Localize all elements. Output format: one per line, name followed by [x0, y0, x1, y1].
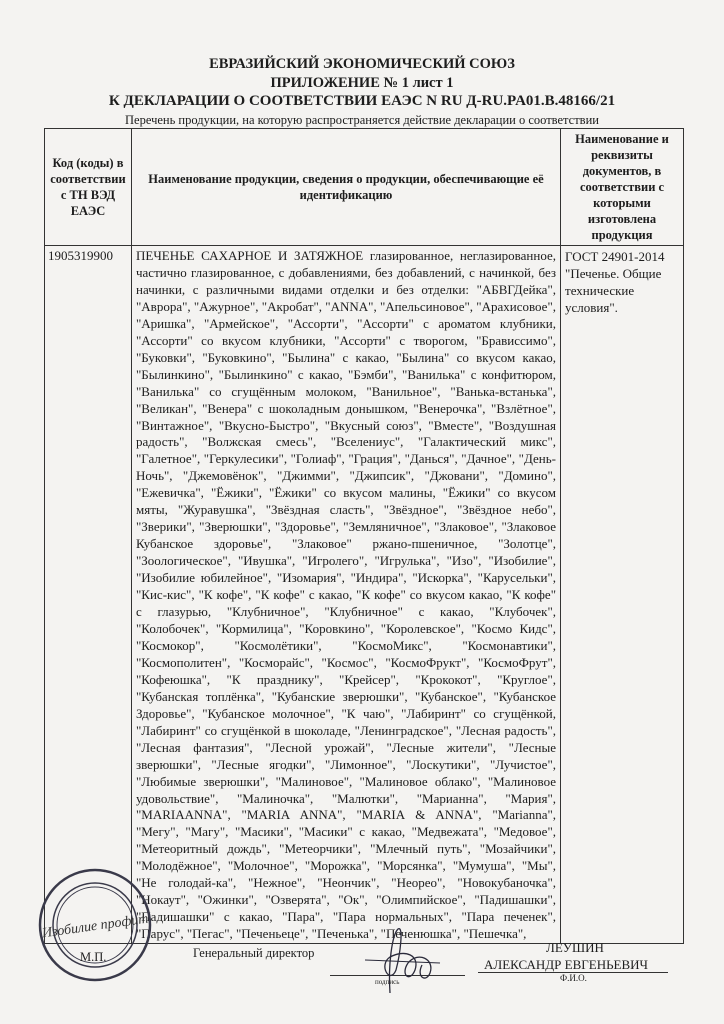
description-line: частично глазированное, с добавлениями, без добавлений, с начинкой, без [135, 264, 557, 280]
signer-surname: ЛЕУШИН [546, 940, 604, 955]
description-line: "Аврора", "Ажурное", "Акробат", "ANNA", "Апельсиновое", "Арахисовое", [135, 298, 557, 314]
description-line: "Метеоритный дождь", "Метеорчики", "Млечный путь", "Мозайчики", [135, 841, 557, 857]
description-line: "Былинкино", "Былинкино" с какао, "Бэмби", "Ванилька" с конфитюром, [135, 366, 557, 382]
signature [360, 925, 445, 995]
description-line: Ночь", "Джемовёнок", "Джимми", "Джипсик", "Джовани", "Домино", [135, 468, 557, 484]
description-line: "Зверики", "Зверюшки", "Здоровье", "Земляничное", "Злаковое", "Злаковое [135, 519, 557, 535]
company-stamp [38, 868, 153, 983]
column-header-standard: Наименование и реквизиты документов, в соответствии с которыми изготовлена продукция [561, 129, 684, 246]
description-line: с глазурью, "Клубничное", "Клубничное" с какао, "Клубочек", [135, 604, 557, 620]
hs-code: 1905319900 [45, 246, 132, 944]
description-line: "Нокаут", "Ожинки", "Озверята", "Ок", "Олимпийское", "Падишашки", [135, 892, 557, 908]
description-line: "Изобилие юбилейное", "Изомария", "Индира", "Искорка", "Карусельки", [135, 570, 557, 586]
products-table [44, 128, 684, 944]
column-header-description: Наименование продукции, сведения о продукции, обеспечивающие её идентификацию [131, 129, 560, 246]
description-line: "Буковки", "Буковкино", "Былина" с какао, "Былина" со вкусом какао, [135, 349, 557, 365]
appendix-title: ПРИЛОЖЕНИЕ № 1 лист 1 [270, 75, 454, 91]
description-line: "MARIAANNA", "MARIA ANNA", "MARIA & ANNA", "Marianna", [135, 807, 557, 823]
description-line: начинки, с различными видами отделки и без отделки: "АБВГДейка", [135, 281, 557, 297]
description-line: "Мегу", "Магу", "Масики", "Масики" с какао, "Медвежата", "Медовое", [135, 824, 557, 840]
subtitle: Перечень продукции, на которую распространяется действие декларации о соответствии [125, 113, 599, 127]
description-line: "Галетное", "Геркулесики", "Голиаф", "Грация", "Данься", "Дачное", "День- [135, 451, 557, 467]
description-line: "Аришка", "Армейское", "Ассорти", "Ассорти" с ароматом клубники, [135, 315, 557, 331]
description-line: "Лесная фантазия", "Лесной урожай", "Лесные жители", "Лесные [135, 739, 557, 755]
description-line: "Ассорти" со вкусом клубники, "Ассорти" с творогом, "Брависсимо", [135, 332, 557, 348]
description-line: "Кис-кис", "К кофе", "К кофе" с какао, "К кофе" со вкусом какао, "К кофе" [135, 587, 557, 603]
description-line: радость", "Волжская смесь", "Вселениус", "Галактический микс", [135, 434, 557, 450]
stamp-text: Изобилие профит [41, 911, 150, 942]
description-line: "Не голодай-ка", "Нежное", "Неончик", "Неорео", "Новокубаночка", [135, 875, 557, 891]
declaration-title: К ДЕКЛАРАЦИИ О СООТВЕТСТВИИ ЕАЭС N RU Д-RU.PA01.B.48166/21 [108, 93, 616, 109]
column-header-code: Код (коды) в соответствии с ТН ВЭД ЕАЭС [45, 129, 132, 246]
union-title: ЕВРАЗИЙСКИЙ ЭКОНОМИЧЕСКИЙ СОЮЗ [209, 56, 515, 72]
description-line: "Падишашки" с какао, "Пара", "Пара нормальных", "Пара печенек", [135, 909, 557, 925]
description-line: "Лабиринт" со сгущёнкой в шоколаде, "Ленинградское", "Лесная радость", [135, 722, 557, 738]
description-line: "Парус", "Пегас", "Печеньеце", "Печенька", "Печенюшка", "Пешечка", [135, 926, 527, 942]
description-line: ПЕЧЕНЬЕ САХАРНОЕ И ЗАТЯЖНОЕ глазированное, неглазированное, [135, 248, 557, 263]
standard-document: ГОСТ 24901-2014 "Печенье. Общие технические условия". [561, 246, 684, 944]
description-line: мяты, "Журавушка", "Звёздная сласть", "Звёздное", "Звёздное небо", [135, 502, 557, 518]
table-header-row [45, 129, 684, 246]
table-row [45, 246, 684, 944]
description-line: "Великан", "Венера" с шоколадным донышком, "Венерочка", "Взлётное", [135, 400, 557, 416]
description-line: "Зоологическое", "Ивушка", "Игролего", "Игрулька", "Изо", "Изобилие", [135, 553, 557, 569]
fio-caption: Ф.И.О. [560, 973, 587, 983]
description-line: "Ванилька" со сгущённым молоком, "Ванильное", "Ванька-встанька", [135, 383, 557, 399]
description-line: "Любимые зверюшки", "Малиновое", "Малиновое облако", "Малиновое [135, 773, 557, 789]
signer-role: Генеральный директор [193, 946, 315, 960]
description-line: "Молодёжное", "Молочное", "Морожка", "Морсянка", "Мумуша", "Мы", [135, 858, 557, 874]
description-line: Кубанское здоровье", "Злаковое" ржано-пшеничное, "Золотце", [135, 536, 557, 552]
signer-name: АЛЕКСАНДР ЕВГЕНЬЕВИЧ [484, 957, 649, 972]
description-line: "Космокор", "Космолётики", "КосмоМикс", "Космонавтики", [135, 637, 557, 653]
signature-caption: подпись [375, 978, 400, 986]
description-line: "Кофеюшка", "К празднику", "Крейсер", "Крококот", "Круглое", [135, 671, 557, 687]
stamp-place-label: М.П. [80, 950, 107, 964]
description-line: "Винтажное", "Вкусно-Быстро", "Вкусный союз", "Вместе", "Воздушная [135, 417, 557, 433]
description-line: "Кубанская топлёнка", "Кубанские зверюшки", "Кубанское", "Кубанское [135, 688, 557, 704]
description-line: удовольствие", "Малиночка", "Малютки", "Марианна", "Мария", [135, 790, 557, 806]
description-line: зверюшки", "Лесные ягодки", "Лимонное", "Лоскутики", "Лучистое", [135, 756, 557, 772]
description-line: "Колобочек", "Кормилица", "Коровкино", "Королевское", "Космо Кидс", [135, 620, 557, 636]
product-description [131, 246, 560, 944]
description-line: "Космополитен", "Косморайс", "Космос", "КосмоФрукт", "КосмоФрут", [135, 654, 557, 670]
description-line: Здоровье", "Кубанское молочное", "К чаю", "Лабиринт" со сгущёнкой, [135, 705, 557, 721]
description-line: "Ежевичка", "Ёжики", "Ёжики" со вкусом малины, "Ёжики" со вкусом [135, 485, 557, 501]
